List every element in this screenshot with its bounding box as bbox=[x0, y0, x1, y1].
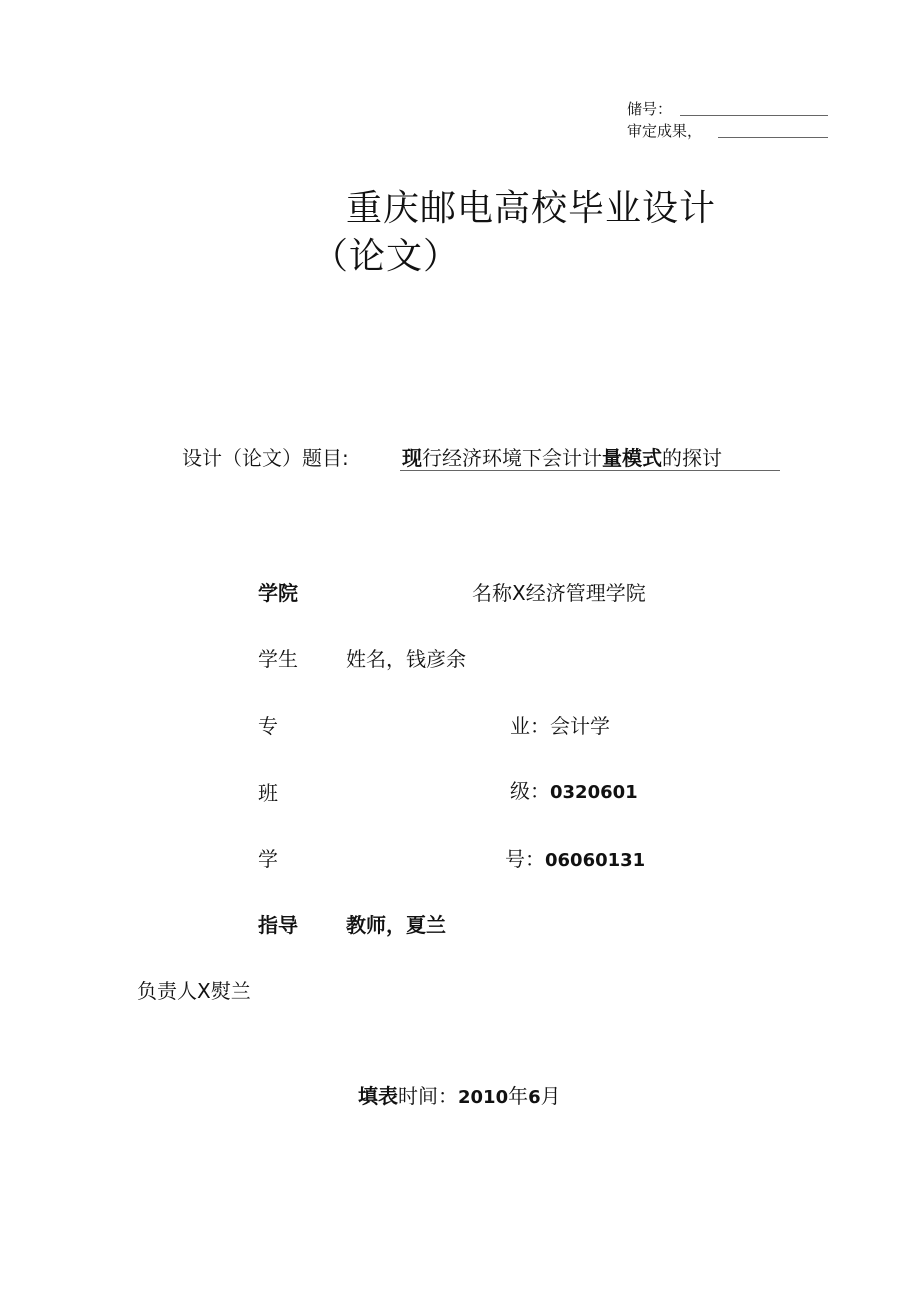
topic-segment: 量模式 bbox=[602, 446, 662, 470]
student-id-prefix: 号： bbox=[505, 847, 545, 871]
class-number: 0320601 bbox=[550, 782, 638, 803]
class-label: 班 bbox=[258, 781, 278, 805]
topic-segment: 的探讨 bbox=[662, 446, 722, 470]
approval-result-blank[interactable] bbox=[718, 122, 828, 138]
fill-time bbox=[358, 1080, 561, 1109]
topic-segment: 行经济环境下会计计 bbox=[422, 446, 602, 470]
fill-time-year-suffix: 年 bbox=[508, 1084, 529, 1108]
storage-number-label: 储号： bbox=[627, 100, 673, 118]
approval-result-label: 审定成果， bbox=[627, 122, 703, 140]
fill-time-year: 2010 bbox=[458, 1087, 509, 1108]
document-subtitle: （论文） bbox=[312, 236, 461, 277]
fill-time-month-suffix: 月 bbox=[540, 1084, 561, 1108]
student-id-label: 学 bbox=[258, 847, 278, 871]
topic-underline bbox=[400, 470, 780, 471]
class-value bbox=[510, 775, 638, 804]
student-id-value bbox=[505, 843, 645, 872]
topic-segment: 现 bbox=[402, 446, 422, 470]
student-id-number: 06060131 bbox=[545, 850, 646, 871]
advisor-value: 教师，夏兰 bbox=[346, 913, 446, 937]
document-title: 重庆邮电高校毕业设计 bbox=[346, 188, 717, 229]
fill-time-label: 时间： bbox=[398, 1084, 458, 1108]
student-value: 姓名，钱彦余 bbox=[346, 647, 466, 671]
fill-time-month: 6 bbox=[528, 1087, 541, 1108]
fill-time-label-bold: 填表 bbox=[358, 1084, 398, 1108]
advisor-label: 指导 bbox=[258, 913, 298, 937]
storage-number-blank[interactable] bbox=[680, 100, 828, 116]
student-label: 学生 bbox=[258, 647, 298, 671]
class-value-prefix: 级： bbox=[510, 779, 550, 803]
topic-value bbox=[402, 442, 722, 471]
responsible-person: 负责人X熨兰 bbox=[137, 979, 251, 1003]
college-label: 学院 bbox=[258, 581, 298, 605]
major-value: 业：会计学 bbox=[510, 714, 610, 738]
major-label: 专 bbox=[258, 714, 278, 738]
topic-label: 设计（论文）题目: bbox=[182, 446, 349, 470]
college-value: 名称X经济管理学院 bbox=[472, 581, 646, 605]
